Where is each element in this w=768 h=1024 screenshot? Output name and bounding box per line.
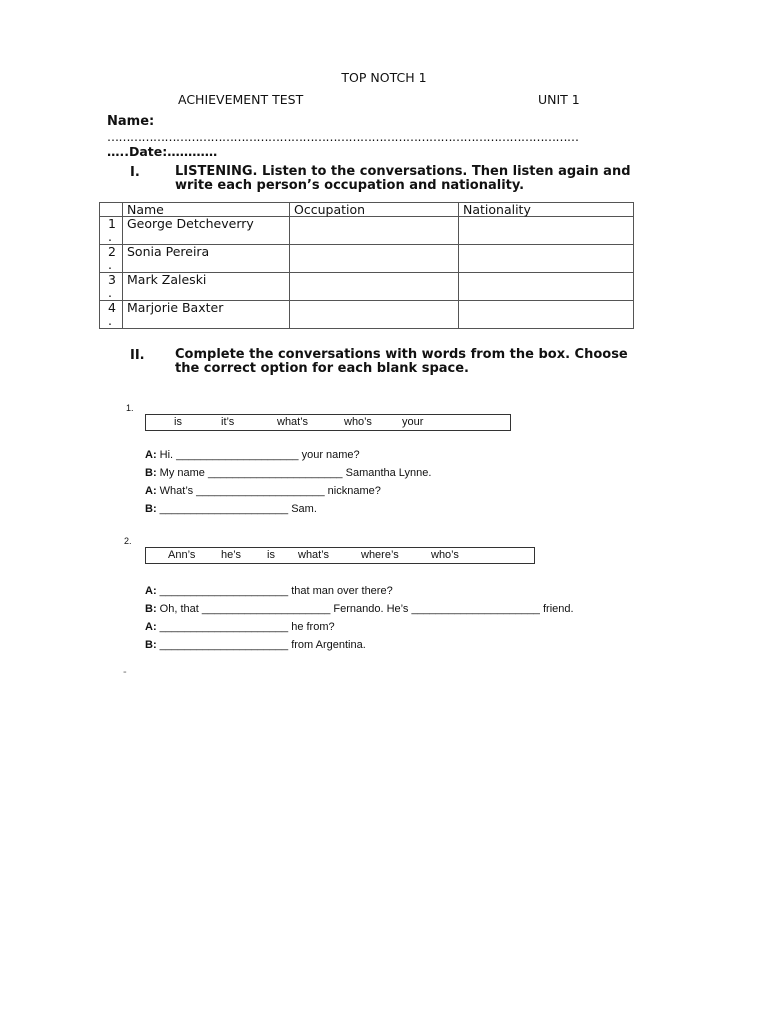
- row-number: 1 .: [100, 217, 123, 245]
- dialogue-text: Oh, that _____________________ Fernando. He’s _____________________ friend.: [159, 603, 574, 615]
- row-name: Mark Zaleski: [123, 273, 290, 301]
- exercise2-line: [145, 603, 574, 615]
- occupation-cell[interactable]: [290, 301, 459, 329]
- dialogue-text: My name ______________________ Samantha Lynne.: [159, 467, 432, 479]
- dialogue-text: _____________________ Sam.: [159, 503, 317, 515]
- section1-number: I.: [130, 165, 140, 180]
- section1-instructions-line2: write each person’s occupation and nationality.: [175, 178, 525, 193]
- section1-instructions-line1: LISTENING. Listen to the conversations. Then listen again and: [175, 164, 631, 179]
- speaker-label: B:: [145, 639, 157, 651]
- nationality-cell[interactable]: [459, 217, 634, 245]
- table-row: [100, 301, 634, 329]
- table-header-num: [100, 203, 123, 217]
- dialogue-text: _____________________ from Argentina.: [159, 639, 366, 651]
- trailing-mark: -: [123, 666, 127, 678]
- exercise2-word-box: [145, 547, 535, 564]
- word-box-item: he’s: [221, 549, 241, 561]
- row-name: Sonia Pereira: [123, 245, 290, 273]
- exercise1-number: 1.: [126, 403, 134, 413]
- exercise2-number: 2.: [124, 536, 132, 546]
- speaker-label: A:: [145, 485, 157, 497]
- table-header-occupation: Occupation: [290, 203, 459, 217]
- row-number: 3 .: [100, 273, 123, 301]
- word-box-item: Ann’s: [168, 549, 196, 561]
- dialogue-text: _____________________ that man over there?: [159, 585, 393, 597]
- date-label: …..Date:…………: [107, 144, 218, 159]
- word-box-item: who’s: [344, 416, 372, 428]
- table-row: [100, 245, 634, 273]
- occupation-cell[interactable]: [290, 245, 459, 273]
- dialogue-text: _____________________ he from?: [159, 621, 335, 633]
- speaker-label: B:: [145, 467, 157, 479]
- document-title: TOP NOTCH 1: [341, 70, 427, 85]
- nationality-cell[interactable]: [459, 301, 634, 329]
- name-label: Name:: [107, 114, 155, 129]
- exercise1-line: [145, 485, 381, 497]
- test-label: ACHIEVEMENT TEST: [178, 92, 304, 107]
- table-row: [100, 217, 634, 245]
- exercise2-line: [145, 585, 393, 597]
- dialogue-text: What’s _____________________ nickname?: [159, 485, 381, 497]
- exercise2-line: [145, 639, 366, 651]
- speaker-label: A:: [145, 585, 157, 597]
- speaker-label: B:: [145, 503, 157, 515]
- row-number: 4 .: [100, 301, 123, 329]
- row-number: 2 .: [100, 245, 123, 273]
- word-box-item: who’s: [431, 549, 459, 561]
- nationality-cell[interactable]: [459, 245, 634, 273]
- word-box-item: what’s: [298, 549, 329, 561]
- speaker-label: B:: [145, 603, 157, 615]
- word-box-item: it’s: [221, 416, 235, 428]
- word-box-item: what’s: [277, 416, 308, 428]
- occupation-table: [99, 202, 634, 329]
- dialogue-text: Hi. ____________________ your name?: [159, 449, 360, 461]
- name-dotted-line: ……………………………………………………………………………………………………………: [107, 130, 579, 144]
- section2-number: II.: [130, 348, 145, 363]
- occupation-cell[interactable]: [290, 273, 459, 301]
- section2-instructions-line1: Complete the conversations with words from the box. Choose: [175, 347, 628, 362]
- section2-instructions-line2: the correct option for each blank space.: [175, 361, 469, 376]
- word-box-item: where’s: [361, 549, 399, 561]
- nationality-cell[interactable]: [459, 273, 634, 301]
- row-name: George Detcheverry: [123, 217, 290, 245]
- exercise1-line: [145, 503, 317, 515]
- unit-label: UNIT 1: [538, 92, 580, 107]
- speaker-label: A:: [145, 621, 157, 633]
- table-row: [100, 273, 634, 301]
- word-box-item: your: [402, 416, 424, 428]
- occupation-cell[interactable]: [290, 217, 459, 245]
- table-header-name: Name: [123, 203, 290, 217]
- exercise2-line: [145, 621, 335, 633]
- speaker-label: A:: [145, 449, 157, 461]
- exercise1-line: [145, 467, 431, 479]
- exercise1-line: [145, 449, 360, 461]
- row-name: Marjorie Baxter: [123, 301, 290, 329]
- exercise1-word-box: [145, 414, 511, 431]
- table-header-nationality: Nationality: [459, 203, 634, 217]
- word-box-item: is: [174, 416, 182, 428]
- table-header-row: [100, 203, 634, 217]
- word-box-item: is: [267, 549, 275, 561]
